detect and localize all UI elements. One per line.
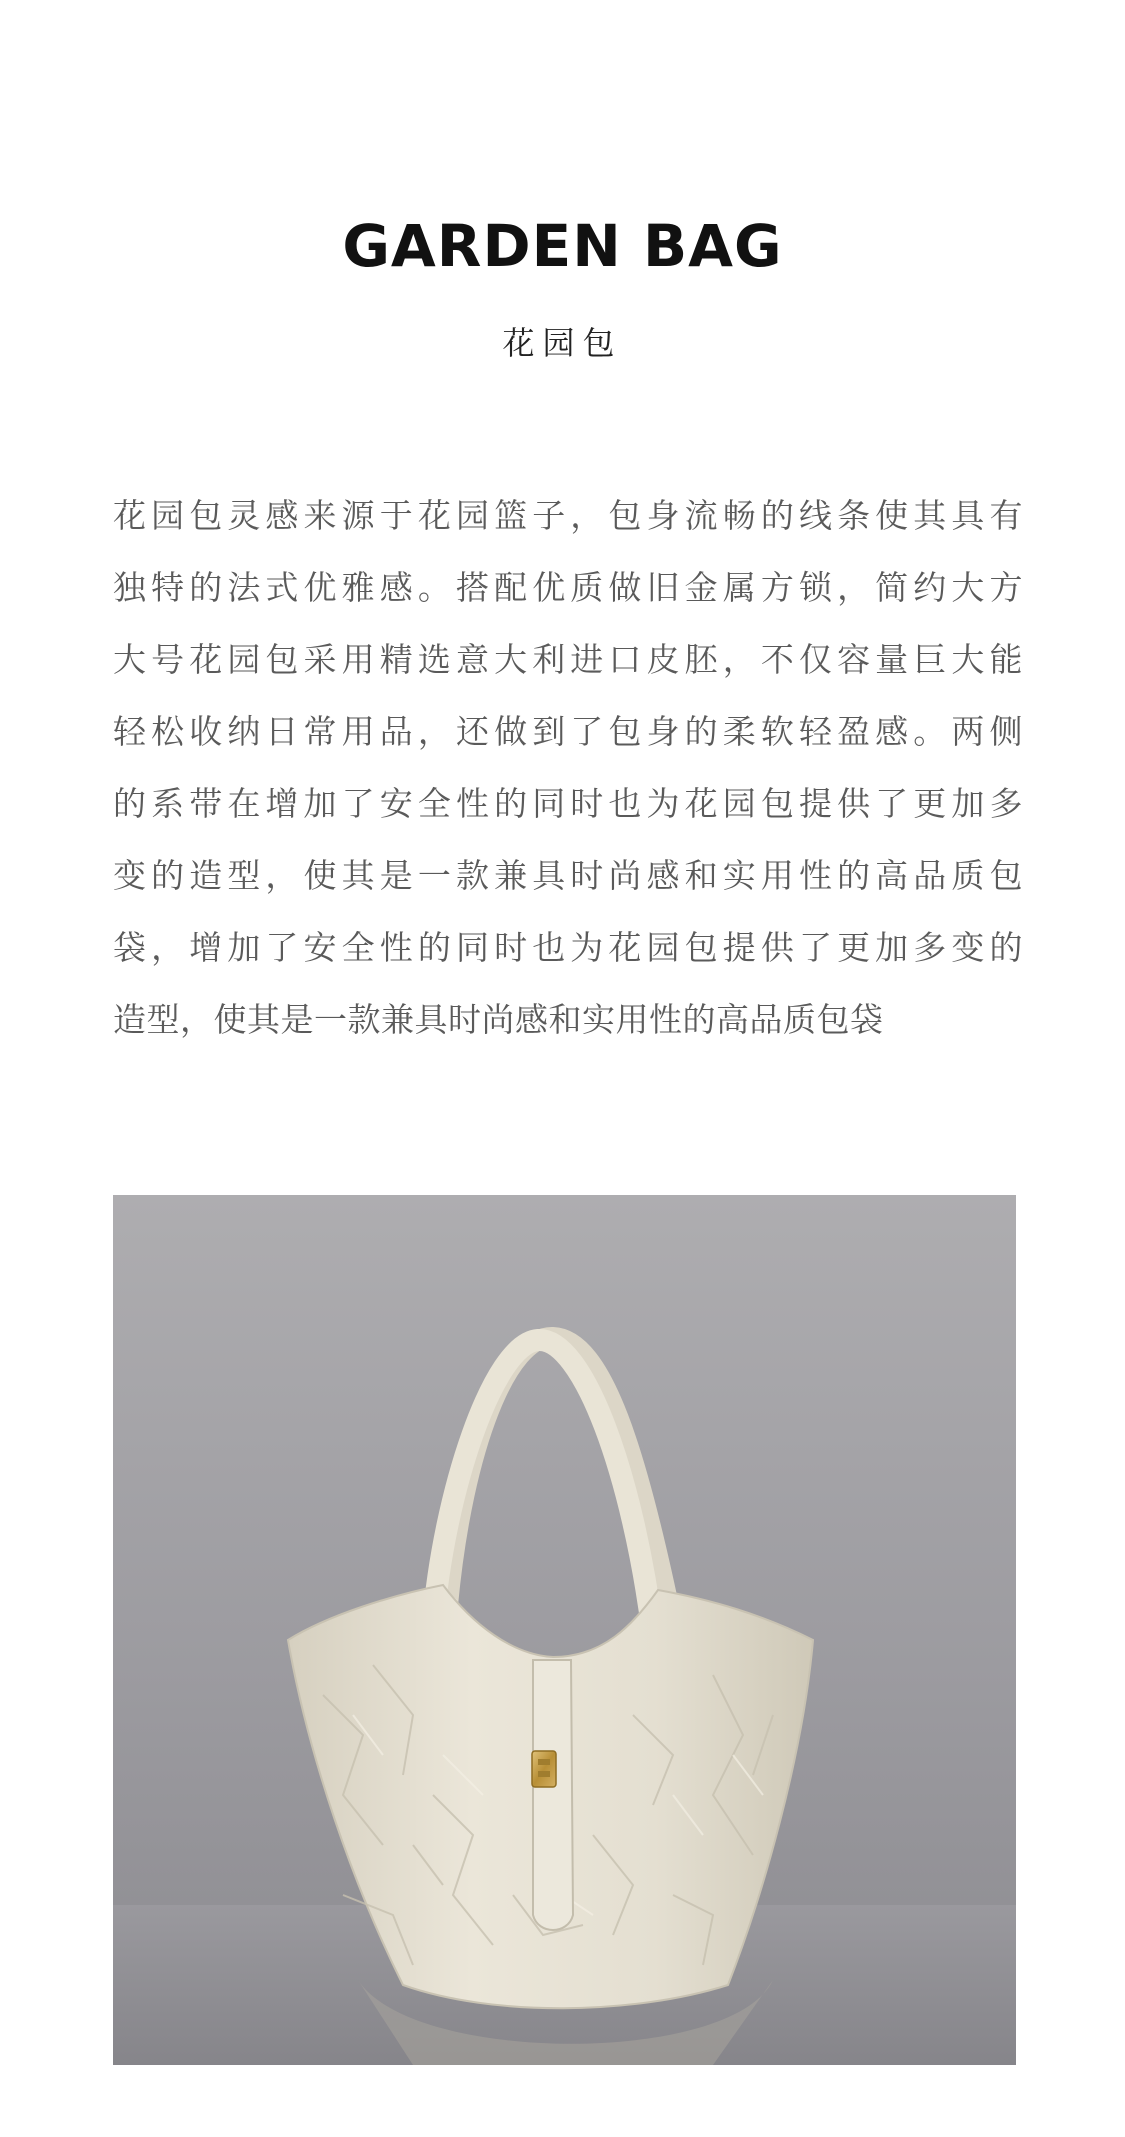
description-line: 大号花园包采用精选意大利进口皮胚，不仅容量巨大能 (113, 640, 1023, 679)
center-tab (533, 1660, 573, 1930)
lock-detail (538, 1771, 550, 1777)
garden-bag-illustration (113, 1195, 1016, 2065)
product-photo (113, 1195, 1016, 2065)
description-line: 独特的法式优雅感。搭配优质做旧金属方锁，简约大方 (113, 568, 1023, 607)
product-title: GARDEN BAG (342, 212, 783, 280)
description-line: 造型，使其是一款兼具时尚感和实用性的高品质包袋 (113, 1000, 884, 1039)
description-line: 变的造型，使其是一款兼具时尚感和实用性的高品质包 (113, 856, 1023, 895)
description-line: 花园包灵感来源于花园篮子，包身流畅的线条使其具有 (113, 496, 1023, 535)
description-line: 袋，增加了安全性的同时也为花园包提供了更加多变的 (113, 928, 1023, 967)
description-line: 轻松收纳日常用品，还做到了包身的柔软轻盈感。两侧 (113, 712, 1023, 751)
gold-lock-icon (532, 1751, 556, 1787)
product-description (113, 480, 1023, 1056)
product-subtitle: 花园包 (502, 324, 623, 362)
lock-detail (538, 1759, 550, 1765)
description-line: 的系带在增加了安全性的同时也为花园包提供了更加多 (113, 784, 1023, 823)
